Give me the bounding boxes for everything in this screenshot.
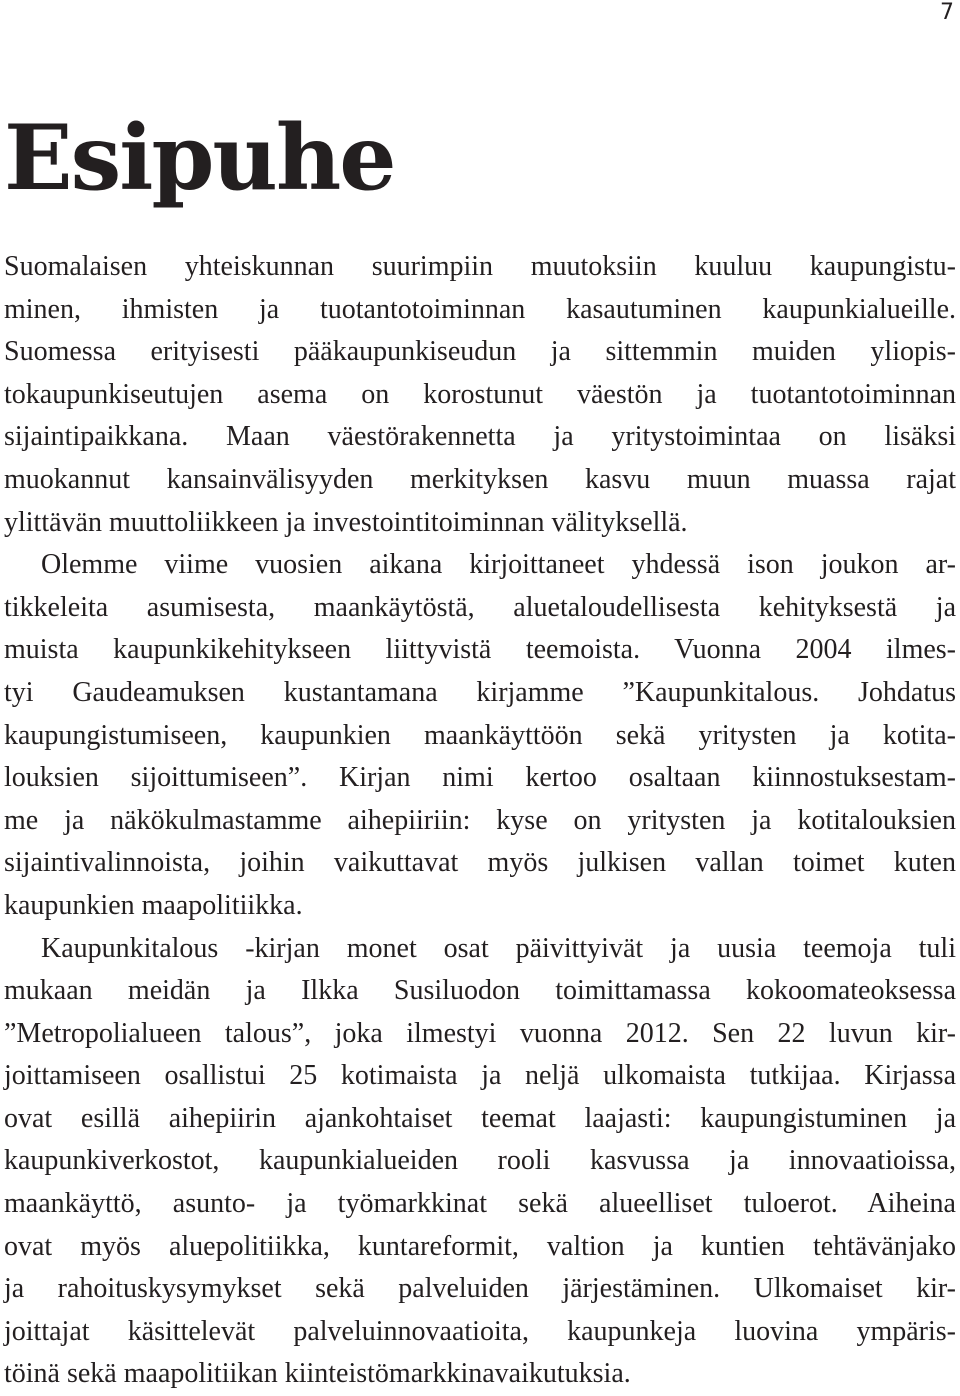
paragraph [4,544,956,927]
text-line: muokannut kansainvälisyyden merkityksen kasvu muun muassa rajat [4,459,956,502]
body-text [4,246,956,1396]
text-line: ovat myös aluepolitiikka, kuntareformit, valtion ja kuntien tehtävänjako [4,1226,956,1269]
text-line: maankäyttö, asunto- ja työmarkkinat sekä alueelliset tuloerot. Aiheina [4,1183,956,1226]
paragraph [4,928,956,1396]
page-title: Esipuhe [4,100,395,216]
text-line: me ja näkökulmastamme aihepiiriin: kyse on yritysten ja kotitalouksien [4,800,956,843]
text-line: kaupungistumiseen, kaupunkien maankäyttöön sekä yritysten ja kotita- [4,715,956,758]
text-line: Suomessa erityisesti pääkaupunkiseudun ja sittemmin muiden yliopis- [4,331,956,374]
text-line: minen, ihmisten ja tuotantotoiminnan kasautuminen kaupunkialueille. [4,289,956,332]
text-line: sijaintipaikkana. Maan väestörakennetta ja yritystoimintaa on lisäksi [4,416,956,459]
text-line: ja rahoituskysymykset sekä palveluiden järjestäminen. Ulkomaiset kir- [4,1268,956,1311]
text-line: tyi Gaudeamuksen kustantamana kirjamme ”Kaupunkitalous. Johdatus [4,672,956,715]
text-line: joittajat käsittelevät palveluinnovaatioita, kaupunkeja luovina ympäris- [4,1311,956,1354]
text-line: ovat esillä aihepiirin ajankohtaiset teemat laajasti: kaupungistuminen ja [4,1098,956,1141]
text-line: töinä sekä maapolitiikan kiinteistömarkkinavaikutuksia. [4,1353,956,1396]
text-line: kaupunkiverkostot, kaupunkialueiden rooli kasvussa ja innovaatioissa, [4,1140,956,1183]
text-line: kaupunkien maapolitiikka. [4,885,956,928]
paragraph [4,246,956,544]
text-line: sijaintivalinnoista, joihin vaikuttavat myös julkisen vallan toimet kuten [4,842,956,885]
page-number: 7 [940,0,954,26]
text-line: Suomalaisen yhteiskunnan suurimpiin muutoksiin kuuluu kaupungistu- [4,246,956,289]
text-line: louksien sijoittumiseen”. Kirjan nimi kertoo osaltaan kiinnostuksestam- [4,757,956,800]
text-line: mukaan meidän ja Ilkka Susiluodon toimittamassa kokoomateoksessa [4,970,956,1013]
text-line: Olemme viime vuosien aikana kirjoittaneet yhdessä ison joukon ar- [4,544,956,587]
text-line: tokaupunkiseutujen asema on korostunut väestön ja tuotantotoiminnan [4,374,956,417]
text-line: ”Metropolialueen talous”, joka ilmestyi vuonna 2012. Sen 22 luvun kir- [4,1013,956,1056]
text-line: tikkeleita asumisesta, maankäytöstä, aluetaloudellisesta kehityksestä ja [4,587,956,630]
text-line: joittamiseen osallistui 25 kotimaista ja neljä ulkomaista tutkijaa. Kirjassa [4,1055,956,1098]
text-line: ylittävän muuttoliikkeen ja investointitoiminnan välityksellä. [4,502,956,545]
text-line: muista kaupunkikehitykseen liittyvistä teemoista. Vuonna 2004 ilmes- [4,629,956,672]
text-line: Kaupunkitalous -kirjan monet osat päivittyivät ja uusia teemoja tuli [4,928,956,971]
